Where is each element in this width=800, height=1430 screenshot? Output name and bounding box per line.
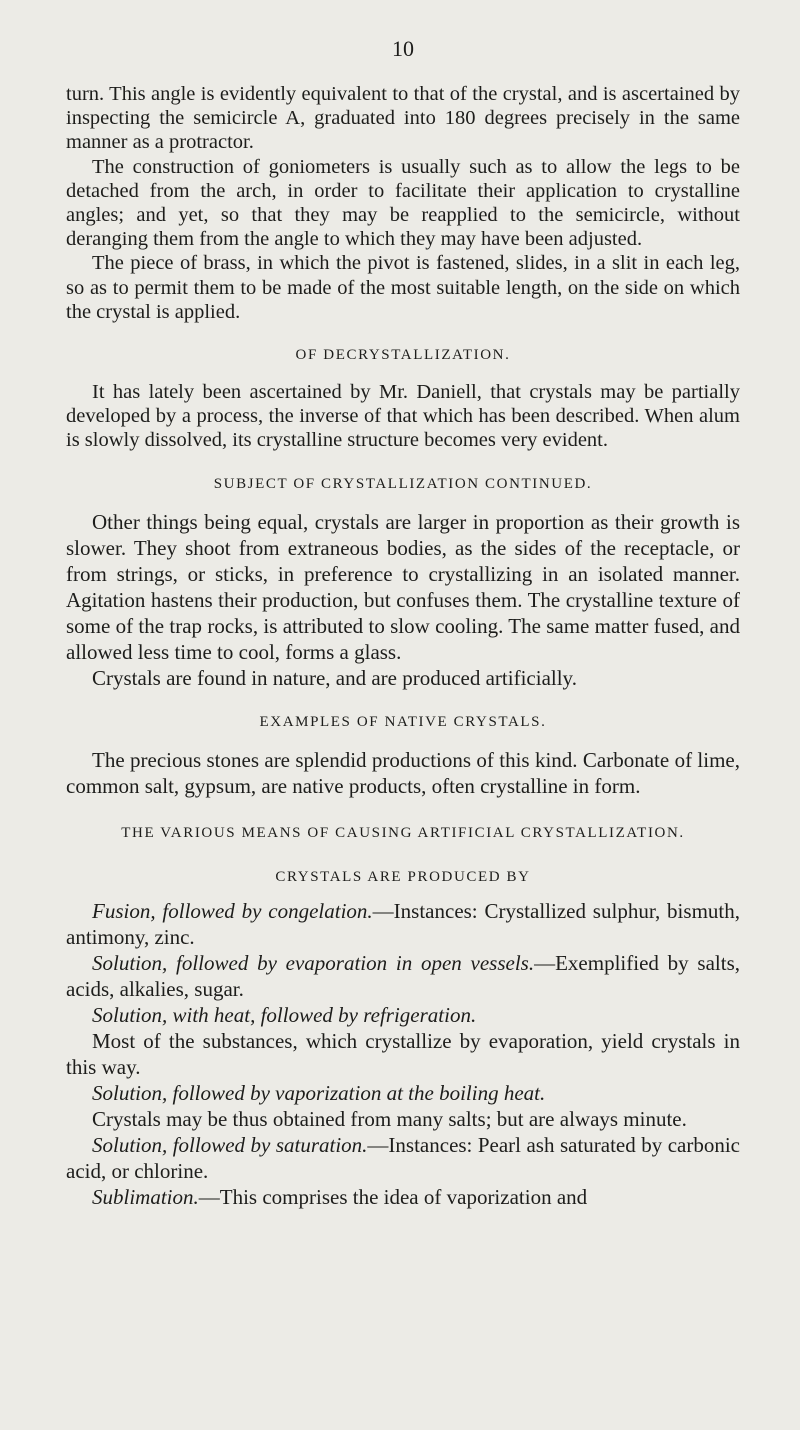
means-item-lead: Solution, followed by vaporization at the boiling heat. [92, 1080, 546, 1105]
paragraph-crystal-growth: Other things being equal, crystals are larger in proportion as their growth is slower. They shoot from extraneous bodies, as the sides of the receptacle, or from strings, or sticks, in preference to crystallizing in an isolated manner. Agitation hastens their production, but confuses them. The crystalline texture of some of the trap rocks, is attributed to slow cooling. The same matter fused, and allowed less time to cool, forms a glass. [66, 509, 740, 664]
paragraph-decrystallization: It has lately been ascertained by Mr. Daniell, that crystals may be partially developed by a process, the inverse of that which has been described. When alum is slowly dissolved, its crystalline structure becomes very evident. [66, 381, 740, 452]
means-item-text: —Exemplified by salts, acids, alkalies, sugar. [66, 950, 740, 1001]
means-item-fusion [66, 898, 740, 950]
paragraph-precious-stones: The precious stones are splendid productions of this kind. Carbonate of lime, common salt, gypsum, are native products, often crystalline in form. [66, 747, 740, 798]
means-item-refrigeration [66, 1002, 740, 1028]
means-item-lead: Solution, with heat, followed by refrigeration. [92, 1002, 477, 1027]
means-item-text: Crystals may be thus obtained from many salts; but are always minute. [92, 1106, 687, 1131]
heading-decrystallization: OF DECRYSTALLIZATION. [295, 347, 511, 364]
means-item-vaporization [66, 1080, 740, 1106]
paragraph-goniometer-construction: The construction of goniometers is usually such as to allow the legs to be detached from the arch, in order to facilitate their application to crystalline angles; and yet, so that they may be reapplied to the semicircle, without deranging them from the angle to which they may have been adjusted. [66, 155, 740, 251]
means-item-evaporation [66, 950, 740, 1002]
means-item-lead: Fusion, followed by congelation. [92, 898, 373, 923]
means-item-text: Most of the substances, which crystallize by evaporation, yield crystals in this way. [66, 1028, 740, 1079]
paragraph-brass-piece: The piece of brass, in which the pivot is fastened, slides, in a slit in each leg, so as to permit them to be made of the most suitable length, on the side on which the crystal is applied. [66, 252, 740, 323]
heading-produced-by: CRYSTALS ARE PRODUCED BY [275, 868, 531, 885]
page-number: 10 [392, 36, 414, 61]
heading-artificial-crystallization: THE VARIOUS MEANS OF CAUSING ARTIFICIAL CRYSTALLIZATION. [121, 824, 685, 841]
means-item-lead: Solution, followed by saturation. [92, 1132, 368, 1157]
means-item-refrigeration-note [66, 1028, 740, 1080]
means-item-text: —This comprises the idea of vaporization and [198, 1184, 588, 1209]
means-item-lead: Solution, followed by evaporation in open vessels. [92, 950, 535, 975]
paragraph-goniometer-angle: turn. This angle is evidently equivalent to that of the crystal, and is ascertained by inspecting the semicircle A, graduated into 180 degrees precisely in the same manner as a protractor. [66, 83, 740, 154]
means-item-text: —Instances: Crystallized sulphur, bismuth, antimony, zinc. [66, 898, 740, 949]
means-item-vaporization-note [66, 1106, 740, 1132]
heading-native-crystals: EXAMPLES OF NATIVE CRYSTALS. [259, 713, 547, 730]
heading-crystallization-continued: SUBJECT OF CRYSTALLIZATION CONTINUED. [213, 475, 593, 492]
paragraph-crystals-found: Crystals are found in nature, and are produced artificially. [92, 665, 577, 690]
means-item-text: —Instances: Pearl ash saturated by carbonic acid, or chlorine. [66, 1132, 740, 1183]
means-item-sublimation [66, 1184, 740, 1210]
means-item-saturation [66, 1132, 740, 1184]
means-item-lead: Sublimation. [92, 1184, 199, 1209]
